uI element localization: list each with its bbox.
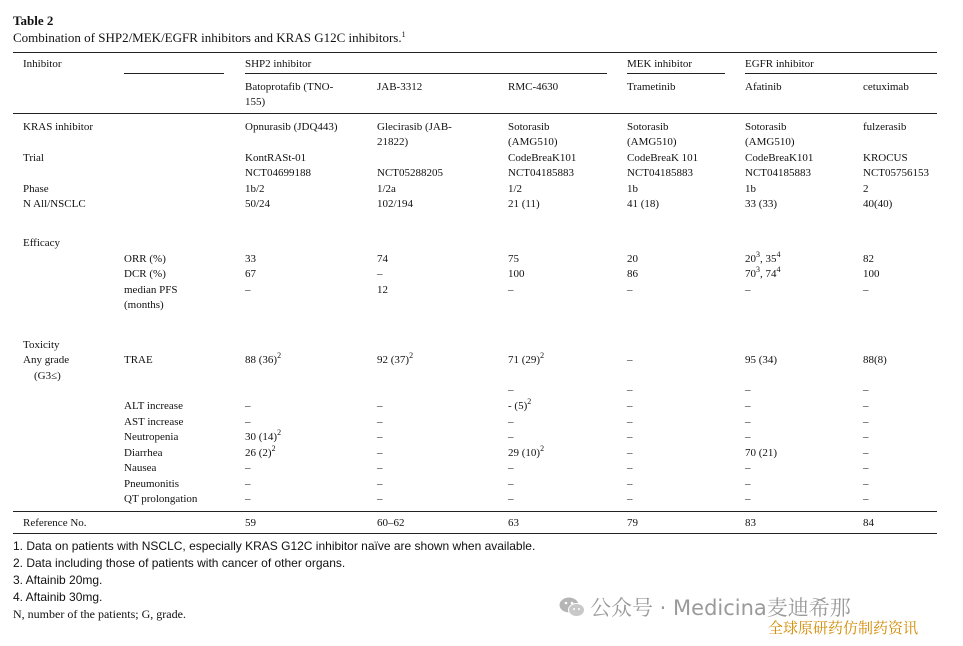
dcr-row-cell: 100 [508,268,525,280]
phase-row-cell: 1/2 [508,183,523,195]
reference-row-cell: 84 [863,517,874,529]
table-caption: Combination of SHP2/MEK/EGFR inhibitors and KRAS G12C inhibitors.$^1$ [13,30,406,45]
pfs-row-cell: – [627,284,633,296]
diarrhea-row-cell: 70 (21) [745,447,778,459]
kras-row-cell: fulzerasib [863,121,907,133]
nausea-row-cell: – [627,462,633,474]
trial-row-cell: CodeBreaK101 [508,152,577,164]
phase-row-cell: 1b/2 [245,183,265,195]
efficacy-section-label: Efficacy [23,237,61,249]
n-row-label: N All/NSCLC [23,198,86,210]
any-grade-sublabel: (G3≤) [34,370,61,382]
kras-row-cell: (AMG510) [745,136,795,148]
kras-row-cell: (AMG510) [508,136,558,148]
ast-row-cell: – [627,416,633,428]
afatinib-orr-cell: $20^3$, $35^4$ [745,250,781,265]
qt-row-cell: – [377,493,383,505]
diarrhea-row-label: Diarrhea [124,447,163,459]
n-row-cell: 50/24 [245,198,271,210]
trial-row-cell: CodeBreaK 101 [627,152,699,164]
phase-row-cell: 1b [627,183,638,195]
toxicity-spacer-row-cell: – [745,384,751,396]
pfs-row-cell: 12 [377,284,388,296]
orr-row-cell: 75 [508,253,519,265]
group-header-mek: MEK inhibitor [627,58,693,70]
watermark-account: 公众号 · Medicina麦迪希那 [590,596,851,620]
pneumonitis-row-cell: – [377,478,383,490]
diarrhea-row-cell: – [627,447,633,459]
diarrhea-row-cell: – [863,447,869,459]
n-row-cell: 102/194 [377,198,414,210]
neutropenia-row-cell: – [627,431,633,443]
trial-row-cell: NCT04699188 [245,167,311,179]
trae-row-cell: 88 $(36)^2$ [245,351,282,366]
mek-group-rule [627,73,725,74]
alt-row-cell: – [377,400,383,412]
n-row-cell: 21 (11) [508,198,540,210]
trial-row-label: Trial [23,152,44,164]
kras-row-cell: 21822) [377,136,409,148]
egfr-group-rule [745,73,937,74]
column-header-inhibitor: Inhibitor [23,58,62,70]
nausea-row-cell: – [863,462,869,474]
header-bottom-rule [13,113,937,114]
n-row-cell: 33 (33) [745,198,778,210]
qt-row-cell: – [863,493,869,505]
afatinib-dcr-cell: $70^3$, $74^4$ [745,265,781,280]
pneumonitis-row-cell: – [863,478,869,490]
drug-header: cetuximab [863,81,909,93]
trial-row-cell: NCT04185883 [745,167,811,179]
wechat-icon [559,596,585,618]
kras-row-cell: Glecirasib (JAB- [377,121,452,133]
drug-header: RMC-4630 [508,81,559,93]
toxicity-spacer-row-cell: – [508,384,514,396]
footnote-abbrev: N, number of the patients; G, grade. [13,607,186,621]
toxicity-section-label: Toxicity [23,339,60,351]
trae-row-cell: 95 (34) [745,354,778,366]
phase-row-cell: 1b [745,183,756,195]
toxicity-spacer-row-cell: – [863,384,869,396]
trial-row-cell: NCT04185883 [627,167,693,179]
trae-row-cell: 92 $(37)^2$ [377,351,414,366]
kras-row-cell: Sotorasib [627,121,669,133]
alt-row-label: ALT increase [124,400,183,412]
drug-header: Trametinib [627,81,676,93]
footnote-2: 2. Data including those of patients with cancer of other organs. [13,556,346,570]
drug-header: Batoprotafib (TNO- [245,81,334,93]
orr-row-cell: 33 [245,253,256,265]
dcr-row-cell: 86 [627,268,638,280]
orr-row-label: ORR (%) [124,253,166,265]
neutropenia-row-cell: – [377,431,383,443]
ast-row-cell: – [245,416,251,428]
pfs-row-label-unit: (months) [124,299,164,311]
pfs-row-cell: – [863,284,869,296]
pneumonitis-row-cell: – [508,478,514,490]
ast-row-cell: – [377,416,383,428]
nausea-row-cell: – [745,462,751,474]
trial-row-cell: NCT05288205 [377,167,443,179]
alt-row-cell: – [245,400,251,412]
trial-row-cell: KontRASt-01 [245,152,307,164]
table-title: Table 2 [13,13,54,28]
toxicity-spacer-row-cell: – [627,384,633,396]
alt-row-cell: – [863,400,869,412]
neutropenia-row-cell: – [863,431,869,443]
drug-header: Afatinib [745,81,782,93]
diarrhea-row-cell: – [377,447,383,459]
neutropenia-row-cell: 30 $(14)^2$ [245,428,282,443]
phase-row-cell: 2 [863,183,869,195]
trae-row-label: TRAE [124,354,153,366]
pneumonitis-row-cell: – [245,478,251,490]
dcr-row-label: DCR (%) [124,268,166,280]
footnote-4: 4. Aftainib 30mg. [13,590,103,604]
alt-row-cell: – [745,400,751,412]
pfs-row-cell: – [745,284,751,296]
alt-row-cell: - $(5)^2$ [508,397,532,412]
trial-row-cell: KROCUS [863,152,908,164]
dcr-row-cell: 100 [863,268,880,280]
ast-row-cell: – [745,416,751,428]
nausea-row-cell: – [508,462,514,474]
ast-row-cell: – [508,416,514,428]
drug-header: 155) [245,96,266,108]
orr-row-cell: 74 [377,253,388,265]
pfs-row-cell: – [245,284,251,296]
body-bottom-rule [13,511,937,512]
drug-header: JAB-3312 [377,81,423,93]
reference-row-cell: 83 [745,517,756,529]
nausea-row-cell: – [245,462,251,474]
orr-row-cell: 82 [863,253,874,265]
trial-row-cell: NCT05756153 [863,167,929,179]
group-header-egfr: EGFR inhibitor [745,58,814,70]
qt-row-cell: – [627,493,633,505]
pfs-row-label: median PFS [124,284,178,296]
pneumonitis-row-label: Pneumonitis [124,478,180,490]
nausea-row-label: Nausea [124,462,157,474]
reference-row-cell: 63 [508,517,519,529]
footnote-1: 1. Data on patients with NSCLC, especially KRAS G12C inhibitor naïve are shown when available. [13,539,536,553]
diarrhea-row-cell: 26 $(2)^2$ [245,444,276,459]
trial-row-cell: NCT04185883 [508,167,574,179]
any-grade-label: Any grade [23,354,70,366]
header-sub-rule [124,73,224,74]
neutropenia-row-label: Neutropenia [124,431,179,443]
nausea-row-cell: – [377,462,383,474]
n-row-cell: 40(40) [863,198,893,210]
n-row-cell: 41 (18) [627,198,660,210]
qt-row-cell: – [245,493,251,505]
reference-row-cell: 60–62 [377,517,405,529]
qt-row-cell: – [745,493,751,505]
neutropenia-row-cell: – [745,431,751,443]
top-rule [13,52,937,53]
trae-row-cell: 71 $(29)^2$ [508,351,545,366]
reference-row-cell: 59 [245,517,256,529]
group-header-shp2: SHP2 inhibitor [245,58,312,70]
reference-row-label: Reference No. [23,517,87,529]
phase-row-label: Phase [23,183,49,195]
kras-row-cell: Sotorasib [745,121,787,133]
alt-row-cell: – [627,400,633,412]
pfs-row-cell: – [508,284,514,296]
pneumonitis-row-cell: – [627,478,633,490]
trae-row-cell: – [627,354,633,366]
footnote-3: 3. Aftainib 20mg. [13,573,103,587]
kras-row-cell: Sotorasib [508,121,550,133]
watermark-tagline: 全球原研药仿制药资讯 [768,619,919,637]
dcr-row-cell: 67 [245,268,256,280]
phase-row-cell: 1/2a [377,183,396,195]
shp2-group-rule [245,73,607,74]
kras-row-cell: (AMG510) [627,136,677,148]
reference-row-cell: 79 [627,517,638,529]
qt-row-label: QT prolongation [124,493,198,505]
trae-row-cell: 88(8) [863,354,887,366]
qt-row-cell: – [508,493,514,505]
pneumonitis-row-cell: – [745,478,751,490]
diarrhea-row-cell: 29 $(10)^2$ [508,444,545,459]
trial-row-cell: CodeBreaK101 [745,152,814,164]
dcr-row-cell: – [377,268,383,280]
neutropenia-row-cell: – [508,431,514,443]
kras-row-cell: Opnurasib (JDQ443) [245,121,338,133]
ast-row-label: AST increase [124,416,184,428]
orr-row-cell: 20 [627,253,638,265]
ast-row-cell: – [863,416,869,428]
table-bottom-rule [13,533,937,534]
kras-row-label: KRAS inhibitor [23,121,93,133]
